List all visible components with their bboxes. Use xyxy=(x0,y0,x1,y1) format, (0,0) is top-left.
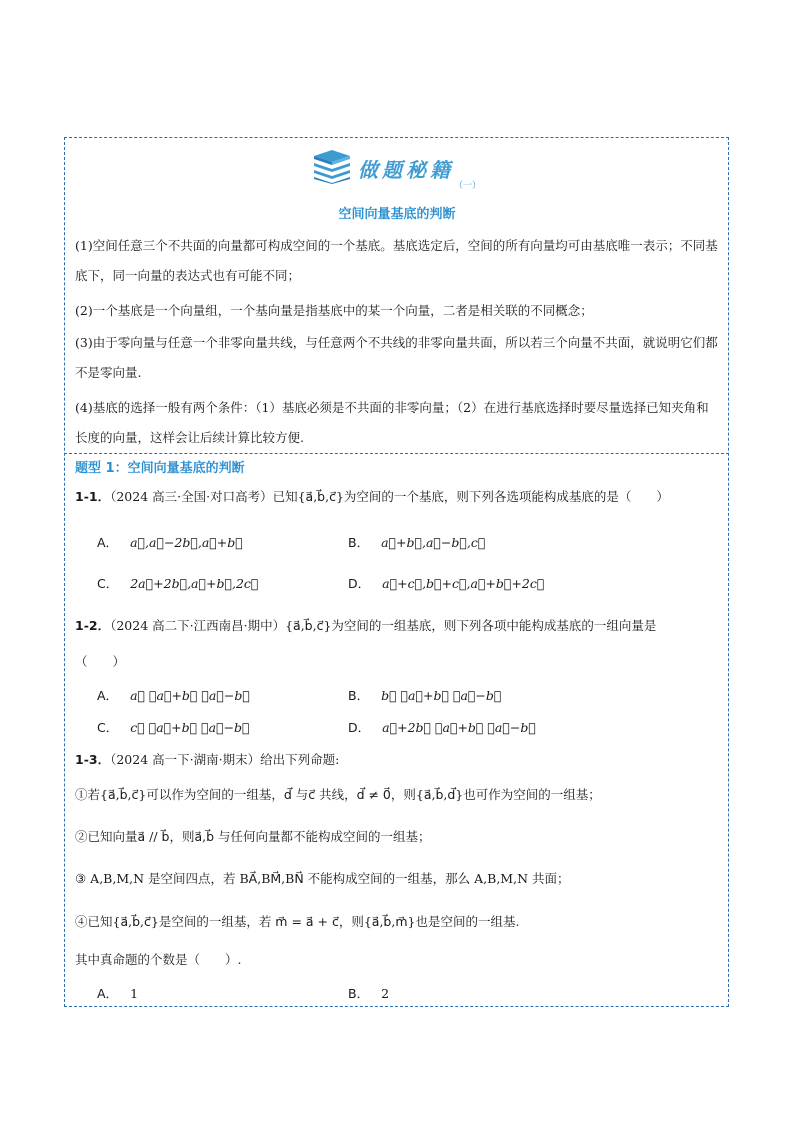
option-label: D． xyxy=(348,576,371,591)
proposition-1: ①若{a⃗,b⃗,c⃗}可以作为空间的一组基，d⃗ 与c⃗ 共线，d⃗ ≠ 0⃗，则{a⃗,b⃗,d⃗}也可作为空间的一组基； xyxy=(75,787,601,802)
question-number: 1-1． xyxy=(75,489,111,504)
option-a[interactable] xyxy=(97,686,250,704)
option-text: a⃗,a⃗−2b⃗,a⃗+b⃗ xyxy=(130,535,243,550)
option-text: a⃗+c⃗,b⃗+c⃗,a⃗+b⃗+2c⃗ xyxy=(382,576,545,591)
option-label: A． xyxy=(97,986,119,1001)
option-label: A． xyxy=(97,535,119,550)
banner xyxy=(312,148,502,196)
option-label: B． xyxy=(348,986,370,1001)
tip-3: (3)由于零向量与任意一个非零向量共线，与任意两个不共线的非零向量共面，所以若三个向量不共面，就说明它们都不是零向量. xyxy=(75,335,718,380)
section-divider xyxy=(64,453,729,454)
option-b[interactable] xyxy=(348,984,389,1002)
question-number: 1-2． xyxy=(75,618,111,633)
tip-4: (4)基底的选择一般有两个条件：（1）基底必须是不共面的非零向量；（2）在进行基底选择时要尽量选择已知夹角和长度的向量，这样会让后续计算比较方便. xyxy=(75,400,709,445)
option-label: D． xyxy=(348,720,371,735)
option-a[interactable] xyxy=(97,533,243,551)
option-c[interactable] xyxy=(97,718,250,736)
option-b[interactable] xyxy=(348,533,485,551)
option-label: A． xyxy=(97,688,119,703)
option-text: c⃗ ，a⃗+b⃗ ，a⃗−b⃗ xyxy=(130,720,250,735)
question-stem: （2024 高一下·湖南·期末）给出下列命题: xyxy=(110,752,340,767)
question-1-3 xyxy=(75,750,725,768)
type-title: 题型 1：空间向量基底的判断 xyxy=(75,461,245,476)
proposition-4: ④已知{a⃗,b⃗,c⃗}是空间的一组基，若 m⃗ = a⃗ + c⃗，则{a⃗,b⃗,m⃗}也是空间的一组基. xyxy=(75,914,520,929)
option-label: B． xyxy=(348,688,370,703)
answer-blank: （ ） xyxy=(75,654,126,669)
question-stem: （2024 高二下·江西南昌·期中）{a⃗,b⃗,c⃗}为空间的一组基底，则下列各项中能构成基底的一组向量是 xyxy=(110,618,657,633)
question-ask: 其中真命题的个数是（ ）. xyxy=(75,952,242,967)
proposition-3: ③ A,B,M,N 是空间四点，若 BA⃗,BM⃗,BN⃗ 不能构成空间的一组基，那么 A,B,M,N 共面； xyxy=(75,871,570,886)
question-stem: （2024 高三·全国·对口高考）已知{a⃗,b⃗,c⃗}为空间的一个基底，则下列各选项能构成基底的是（ ） xyxy=(110,489,669,504)
option-text: a⃗ ，a⃗+b⃗ ，a⃗−b⃗ xyxy=(130,688,250,703)
option-label: B． xyxy=(348,535,370,550)
option-a[interactable] xyxy=(97,984,138,1002)
question-number: 1-3． xyxy=(75,752,111,767)
option-text: 2 xyxy=(381,986,390,1001)
section-title: 空间向量基底的判断 xyxy=(338,207,456,222)
option-text: a⃗+b⃗,a⃗−b⃗,c⃗ xyxy=(381,535,486,550)
proposition-2: ②已知向量a⃗ // b⃗，则a⃗,b⃗ 与任何向量都不能构成空间的一组基； xyxy=(75,829,431,844)
books-icon xyxy=(312,150,352,184)
option-text: a⃗+2b⃗ ，a⃗+b⃗ ，a⃗−b⃗ xyxy=(382,720,536,735)
option-text: 1 xyxy=(130,986,139,1001)
banner-subtitle: （一） xyxy=(454,181,482,191)
option-text: b⃗ ，a⃗+b⃗ ，a⃗−b⃗ xyxy=(381,688,502,703)
option-b[interactable] xyxy=(348,686,501,704)
question-1-2 xyxy=(75,616,725,634)
option-c[interactable] xyxy=(97,574,258,592)
tip-2: (2)一个基底是一个向量组，一个基向量是指基底中的某一个向量，二者是相关联的不同概念； xyxy=(75,303,593,318)
option-label: C． xyxy=(97,720,119,735)
question-1-1 xyxy=(75,487,725,505)
option-text: 2a⃗+2b⃗,a⃗+b⃗,2c⃗ xyxy=(130,576,259,591)
option-label: C． xyxy=(97,576,119,591)
option-d[interactable] xyxy=(348,718,536,736)
banner-title: 做题秘籍 xyxy=(358,158,454,182)
tip-1: (1)空间任意三个不共面的向量都可构成空间的一个基底。基底选定后，空间的所有向量均可由基底唯一表示；不同基底下，同一向量的表达式也有可能不同； xyxy=(75,238,718,283)
option-d[interactable] xyxy=(348,574,544,592)
